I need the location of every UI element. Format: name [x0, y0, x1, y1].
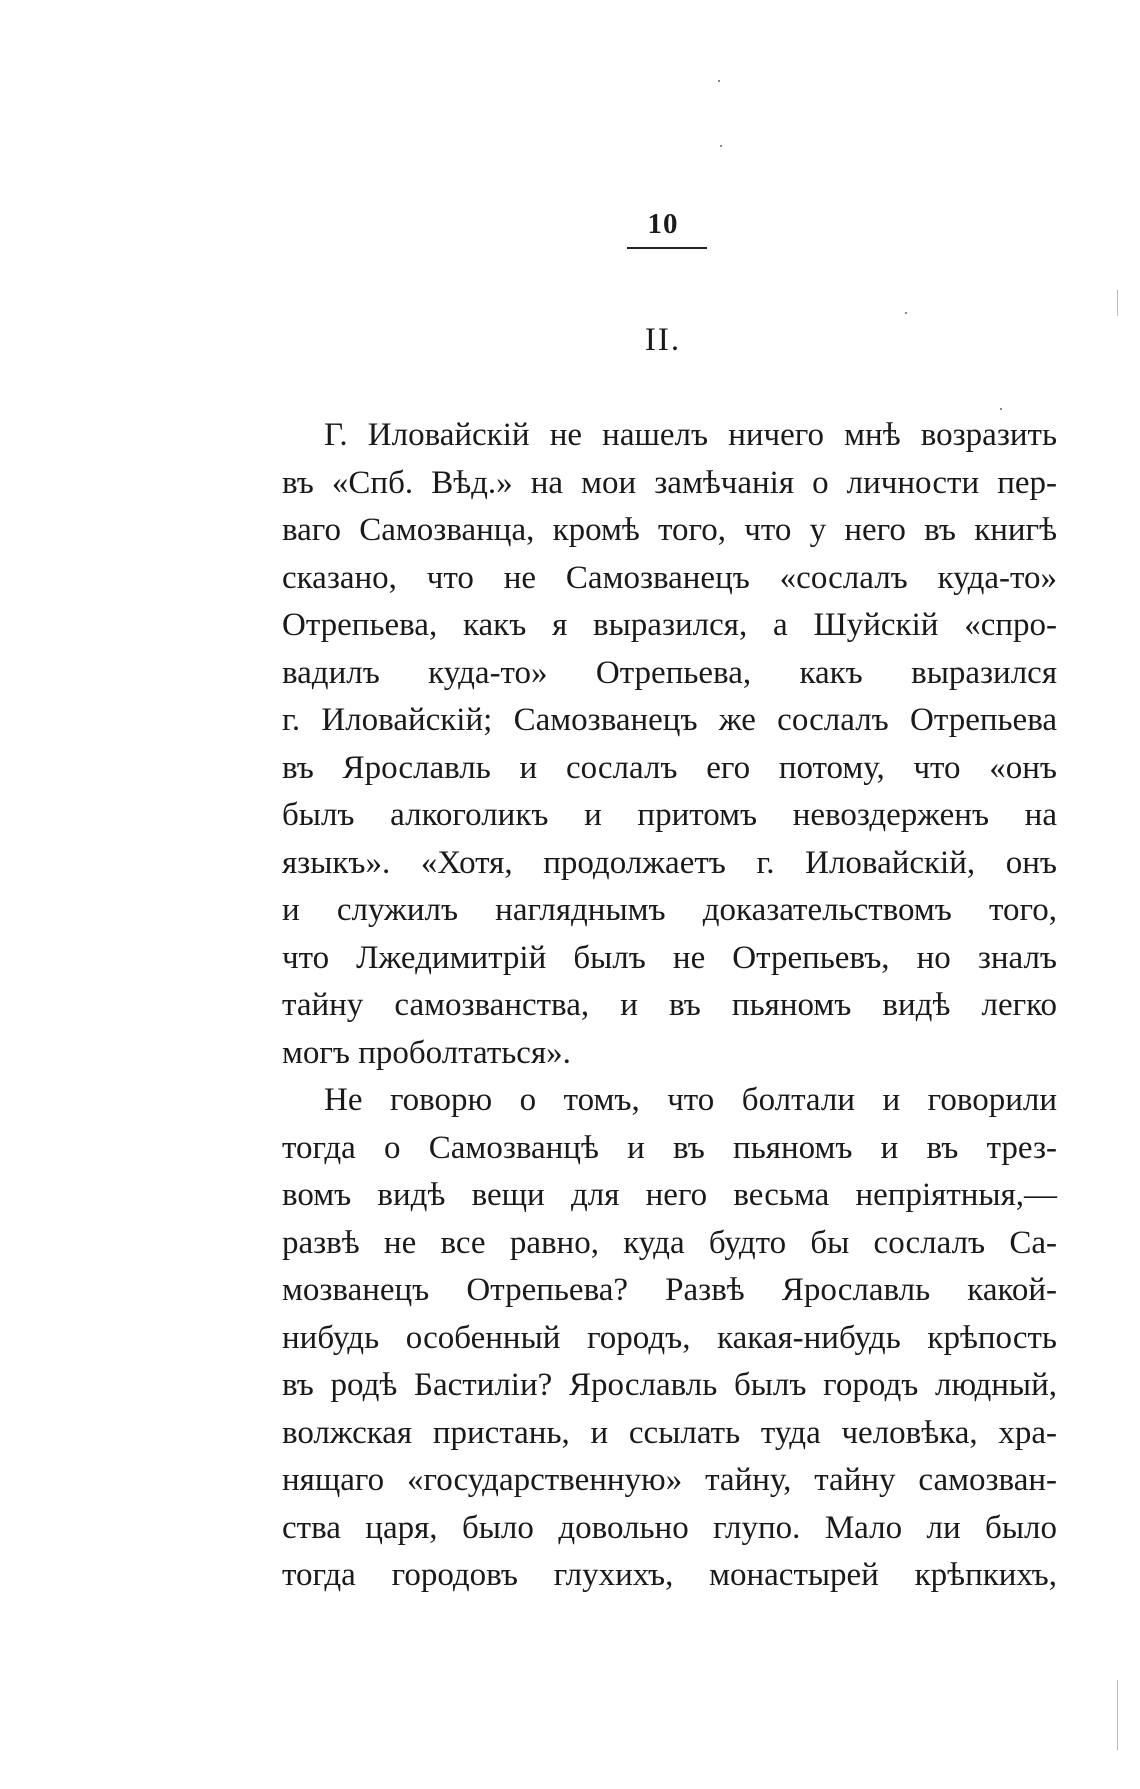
page-number: 10 — [647, 208, 679, 240]
chapter-heading: II. — [644, 322, 682, 358]
text-line: могъ проболтаться». — [282, 1034, 571, 1071]
scan-speck — [905, 312, 907, 314]
text-line: г. Иловайскій; Самозванецъ же сослалъ Отрепьева — [282, 702, 1057, 738]
text-line: что Лжедимитрій былъ не Отрепьевъ, но зналъ — [282, 939, 1057, 976]
text-line: нибудь особенный городъ, какая-нибудь крѣпость — [282, 1319, 1057, 1356]
text-line: тайну самозванства, и въ пьяномъ видѣ легко — [282, 987, 1057, 1023]
text-line: и служилъ нагляднымъ доказательствомъ того, — [282, 892, 1057, 928]
text-line: мозванецъ Отрепьева? Развѣ Ярославль какой- — [282, 1272, 1057, 1308]
text-line: Г. Иловайскій не нашелъ ничего мнѣ возразить — [324, 417, 1057, 453]
text-line: развѣ не все равно, куда будто бы сослалъ Са- — [282, 1224, 1057, 1261]
scan-speck — [1000, 408, 1002, 410]
text-line: сказано, что не Самозванецъ «сослалъ куда-то» — [282, 559, 1057, 596]
scan-speck — [718, 80, 720, 82]
page-number-rule — [627, 247, 707, 249]
text-line: волжская пристань, и ссылать туда человѣка, хра- — [282, 1414, 1057, 1451]
text-line: тогда о Самозванцѣ и въ пьяномъ и въ трез- — [282, 1129, 1057, 1166]
text-line: ваго Самозванца, кромѣ того, что у него въ книгѣ — [282, 512, 1057, 548]
scan-speck — [720, 145, 722, 147]
scan-edge-mark — [1117, 1680, 1118, 1750]
text-line: нящаго «государственную» тайну, тайну самозван- — [282, 1462, 1057, 1498]
text-line: тогда городовъ глухихъ, монастырей крѣпкихъ, — [282, 1557, 1057, 1593]
text-line: въ Ярославль и сослалъ его потому, что «онъ — [282, 749, 1057, 786]
text-line: Не говорю о томъ, что болтали и говорили — [324, 1082, 1057, 1118]
scan-edge-mark — [1117, 290, 1118, 316]
text-line: языкъ». «Хотя, продолжаетъ г. Иловайскій, онъ — [282, 844, 1057, 881]
text-line: вадилъ куда-то» Отрепьева, какъ выразился — [282, 654, 1057, 691]
text-line: ства царя, было довольно глупо. Мало ли было — [282, 1509, 1057, 1546]
body-text — [282, 412, 1057, 1600]
text-line: Отрепьева, какъ я выразился, а Шуйскій «спро- — [282, 607, 1057, 643]
text-line: былъ алкоголикъ и притомъ невоздерженъ на — [282, 797, 1057, 833]
text-line: въ родѣ Бастиліи? Ярославль былъ городъ людный, — [282, 1367, 1057, 1403]
text-line: вомъ видѣ вещи для него весьма непріятныя,— — [282, 1177, 1057, 1213]
text-line: въ «Спб. Вѣд.» на мои замѣчанія о личности пер- — [282, 464, 1057, 501]
